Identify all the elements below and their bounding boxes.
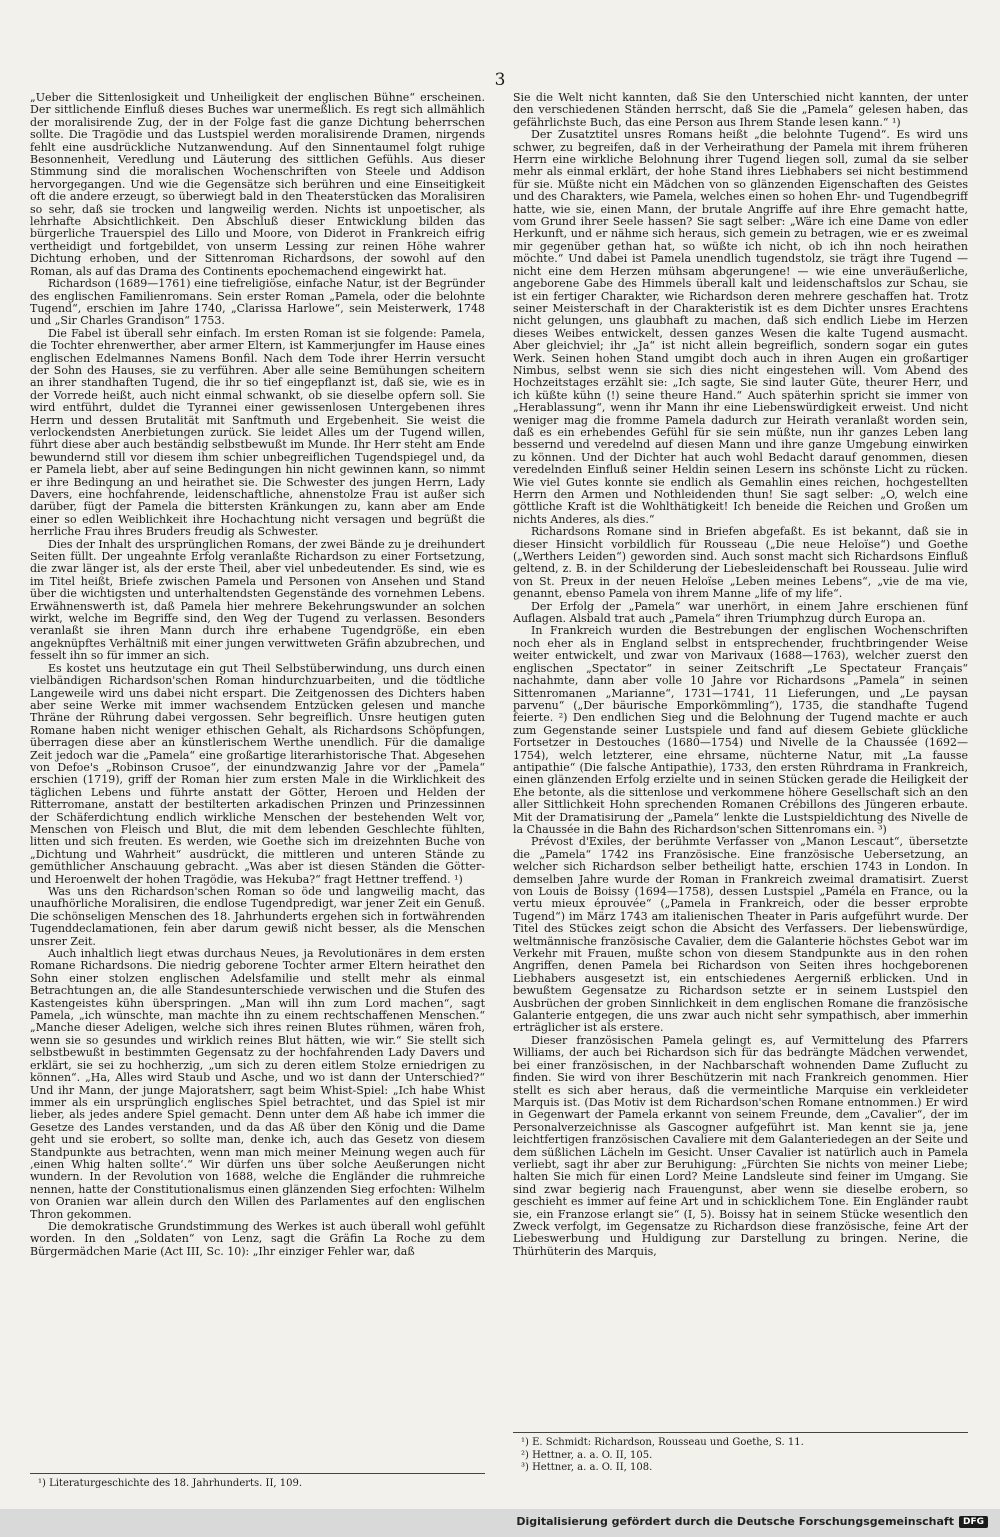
paragraph: Sie die Welt nicht kannten, daß Sie den Unterschied nicht kannten, der unter den verschiedenen Ständen herrscht, daß Sie die „Pamela“ gelesen haben, das gefährlichste Buch, das eine Person aus Ihrem Stande lesen kann.“ ¹) [513, 92, 968, 129]
credit-text: Digitalisierung gefördert durch die Deutsche Forschungsgemeinschaft [516, 1515, 954, 1528]
paragraph: Die Fabel ist überall sehr einfach. Im ersten Roman ist sie folgende: Pamela, die Tochter ehrenwerther, aber armer Eltern, ist Kammerjungfer im Hause eines englischen Edelmannes Namens Bonfil. Nach dem Tode ihrer Herrin versucht der Sohn des Hauses, sie zu verführen. Aber alle seine Bemühungen scheitern an ihrer standhaften Tugend, die ihr so tief eingepflanzt ist, daß sie, wie es in der Vorrede heißt, auch nicht einmal schwankt, ob sie dieselbe opfern soll. Sie wird entführt, duldet die Tyrannei einer gewissenlosen Untergebenen ihres Herrn und dessen Brutalität mit Sanftmuth und Ergebenheit. Sie weist die verlockendsten Anerbietungen zurück. Sie leidet Alles um der Tugend willen, führt diese aber auch beständig selbstbewußt im Munde. Ihr Herr steht am Ende bewundernd still vor diesem ihm schier unbegreiflichen Tugendspiegel und, da er Pamela liebt, aber auf seine Bedingungen hin nicht gewinnen kann, so nimmt er ihre Bedingung an und heirathet sie. Die Schwester des jungen Herrn, Lady Davers, eine hochfahrende, leidenschaftliche, ahnenstolze Frau ist außer sich darüber, fügt der Pamela die bittersten Kränkungen zu, kann aber am Ende einer so edlen Weiblichkeit ihre Hochachtung nicht versagen und begrüßt die herrliche Frau ihres Bruders freudig als Schwester. [30, 326, 485, 539]
paragraph: Der Erfolg der „Pamela“ war unerhört, in einem Jahre erschienen fünf Auflagen. Alsbald trat auch „Pamela“ ihren Triumphzug durch Europa an. [513, 599, 968, 626]
dfg-logo-icon: DFG [959, 1516, 988, 1528]
paragraph: Was uns den Richardson'schen Roman so öde und langweilig macht, das unaufhörliche Moralisiren, die endlose Tugendpredigt, war jener Zeit ein Genuß. Die schönseligen Menschen des 18. Jahrhunderts ergehen sich in fortwährenden Tugenddeclamationen, fein aber darum gewiß nicht besser, als die Menschen unsrer Zeit. [30, 885, 485, 948]
footnotes-right [513, 1432, 968, 1475]
footnotes-left [30, 1473, 485, 1491]
footnote: ³) Hettner, a. a. O. II, 108. [521, 1462, 653, 1473]
paragraph: Auch inhaltlich liegt etwas durchaus Neues, ja Revolutionäres in dem ersten Romane Richardsons. Die niedrig geborene Tochter armer Eltern heirathet den Sohn einer stolzen englischen Adelsfamilie und stellt mehr als einmal Betrachtungen an, die alle Standesunterschiede verwischen und die Stufen des Kastengeistes kühn überspringen. „Man will ihn zum Lord machen“, sagt Pamela, „ich wünschte, man machte ihn zu einem rechtschaffenen Menschen.“ „Manche dieser Adeligen, welche sich ihres reinen Blutes rühmen, wären froh, wenn sie so gesundes und wirklich reines Blut hätten, wie wir.“ Sie stellt sich selbstbewußt in bestimmten Gegensatz zu der hochfahrenden Lady Davers und erklärt, sie sei zu hochherzig, „um sich zu deren eitlem Stolze erniedrigen zu können“. „Ha, Alles wird Staub und Asche, und wo ist dann der Unterschied?“ Und ihr Mann, der junge Majoratsherr, sagt beim Whist-Spiel: „Ich habe Whist immer als ein ursprünglich englisches Spiel betrachtet, und das Spiel ist mir lieber, als jedes andere Spiel gemacht. Denn unter dem Aß habe ich immer die Gesetze des Landes verstanden, und da das Aß über den König und die Dame geht und sie erobert, so sollte man, denke ich, auch das Gesetz von diesem Standpunkte aus betrachten, wenn man mich meiner Meinung wegen auch für ‚einen Whig halten sollte‘.“ Wir dürfen uns über solche Aeußerungen nicht wundern. In der Revolution von 1688, welche die Engländer die ruhmreiche nennen, hatte der Constitutionalismus einen glänzenden Sieg erfochten: Wilhelm von Oranien war allein durch den Willen des Parlamentes auf den englischen Thron gekommen. [30, 947, 485, 1221]
paragraph: Die demokratische Grundstimmung des Werkes ist auch überall wohl gefühlt worden. In den „Soldaten“ von Lenz, sagt die Gräfin La Roche zu dem Bürgermädchen Marie (Act III, Sc. 10): „Ihr einziger Fehler war, daß [30, 1219, 485, 1258]
digitization-banner [0, 1509, 1000, 1537]
footnote: ¹) E. Schmidt: Richardson, Rousseau und Goethe, S. 11. [521, 1437, 804, 1448]
paragraph: Der Zusatztitel unsres Romans heißt „die belohnte Tugend“. Es wird uns schwer, zu begreifen, daß in der Verheirathung der Pamela mit ihrem früheren Herrn eine wirkliche Belohnung ihrer Tugend liegen soll, zumal da sie selber mehr als einmal erklärt, der hohe Stand ihres Liebhabers sei nicht bestimmend für sie. Müßte nicht ein Mädchen von so glänzenden Eigenschaften des Geistes und des Charakters, wie Pamela, welches einen so hohen Ehr- und Tugendbegriff hatte, wie sie, einen Mann, der brutale Angriffe auf ihre Ehre gemacht hatte, vom Grund ihrer Seele hassen? Sie sagt selber: „Wäre ich eine Dame von edler Herkunft, und er nähme sich heraus, sich gemein zu betragen, wie er es zweimal mir gegenüber gethan hat, so wüßte ich nicht, ob ich ihn noch heirathen möchte.“ Und dabei ist Pamela unendlich tugendstolz, sie trägt ihre Tugend — nicht eine dem Herzen mühsam abgerungene! — wie eine unveräußerliche, angeborene Gabe des Himmels überall kalt und leidenschaftslos zur Schau, sie ist ein fertiger Charakter, wie Richardson deren mehrere geschaffen hat. Trotz seiner Meisterschaft in der Charakteristik ist es dem Dichter unsres Erachtens nicht gelungen, uns glaubhaft zu machen, daß sich endlich Liebe im Herzen dieses Weibes entwickelt, dessen ganzes Wesen die kalte Tugend ausmacht. Aber gleichviel; ihr „Ja“ ist nicht allein begreiflich, sondern sogar ein gutes Werk. Seinen hohen Stand umgibt doch auch in ihren Augen ein großartiger Nimbus, selbst wenn sie sich dies nicht eingestehen will. Vom Abend des Hochzeitstages erzählt sie: „Ich sagte, Sie sind lauter Güte, theurer Herr, und ich küßte kühn (!) seine theure Hand.“ Auch späterhin spricht sie immer von „Herablassung“, wenn ihr Mann ihr eine Liebenswürdigkeit erweist. Und nicht weniger mag die fromme Pamela dadurch zur Heirath veranlaßt worden sein, daß es ein erhebendes Gefühl für sie sein müßte, nun ihr ganzes Leben lang bessernd und veredelnd auf diesen Mann und ihre ganze Umgebung einwirken zu können. Und der Dichter hat auch wohl Bedacht darauf genommen, diesen veredelnden Einfluß seiner Heldin seinen Lesern ins schönste Licht zu rücken. Wie viel Gutes konnte sie endlich als Gemahlin eines reichen, hochgestellten Herrn den Armen und Nothleidenden thun! Sie sagt selber: „O, welch eine göttliche Kraft ist die Wohlthätigkeit! Ich beneide die Reichen und Großen um nichts Anderes, als dies.“ [513, 128, 968, 526]
right-column [513, 92, 968, 1467]
page-number: 3 [494, 70, 506, 90]
footnote: ²) Hettner, a. a. O. II, 105. [521, 1449, 653, 1461]
paragraph: Richardsons Romane sind in Briefen abgefaßt. Es ist bekannt, daß sie in dieser Hinsicht vorbildlich für Rousseau („Die neue Heloïse“) und Goethe („Werthers Leiden“) geworden sind. Auch sonst macht sich Richardsons Einfluß geltend, z. B. in der Schilderung der Liebesleidenschaft bei Rousseau. Julie wird von St. Preux in der neuen Heloïse „Leben meines Lebens“, „vie de ma vie, genannt, ebenso Pamela von ihrem Manne „life of my life“. [513, 525, 968, 601]
paragraph: Es kostet uns heutzutage ein gut Theil Selbstüberwindung, uns durch einen vielbändigen Richardson'schen Roman hindurchzuarbeiten, und die tödtliche Langeweile wird uns dabei nicht erspart. Die Zeitgenossen des Dichters haben aber seine Werke mit immer wachsendem Entzücken gelesen und manche Thräne der Rührung dabei vergossen. Sehr begreiflich. Unsre heutigen guten Romane haben nicht weniger ethischen Gehalt, als Richardsons Schöpfungen, überragen diese aber an künstlerischem Werthe unendlich. Für die damalige Zeit jedoch war die „Pamela“ eine großartige literarhistorische That. Abgesehen von Defoe's „Robinson Crusoe“, der einundzwanzig Jahre vor der „Pamela“ erschien (1719), griff der Roman hier zum ersten Male in die Wirklichkeit des täglichen Lebens und führte anstatt der Götter, Heroen und Helden der Ritterromane, anstatt der bestilterten arkadischen Prinzen und Prinzessinnen der Schäferdichtung endlich wirkliche Menschen der bestehenden Welt vor, Menschen von Fleisch und Blut, die mit dem lebenden Geschlechte fühlten, litten und sich freuten. Es werden, wie Goethe sich im dreizehnten Buche von „Dichtung und Wahrheit“ ausdrückt, die mittleren und unteren Stände zu gemüthlicher Anschauung gebracht. „Was aber ist diesen Ständen die Götter- und Heroenwelt der hohen Tragödie, was Hekuba?“ fragt Hettner treffend. ¹) [30, 661, 485, 886]
paragraph: Dies der Inhalt des ursprünglichen Romans, der zwei Bände zu je dreihundert Seiten füllt. Der ungeahnte Erfolg veranlaßte Richardson zu einer Fortsetzung, die zwar länger ist, als der erste Theil, aber viel unbedeutender. Es sind, wie es im Titel heißt, Briefe zwischen Pamela und Personen von Ansehen und Stand über die wichtigsten und unterhaltendsten Gegenstände des vornehmen Lebens. Erwähnenswerth ist, daß Pamela hier mehrere Bekehrungswunder an solchen wirkt, welche im Begriffe sind, den Weg der Tugend zu verlassen. Besonders veranlaßt sie ihren Mann durch ihre erhabene Tugendgröße, ein eben angeknüpftes Verhältniß mit einer jungen verwittweten Gräfin abzubrechen, und fesselt ihn so für immer an sich. [30, 537, 485, 663]
credit-line [516, 1515, 988, 1528]
paragraph: In Frankreich wurden die Bestrebungen der englischen Wochenschriften noch eher als in England selbst in entsprechender, fruchtbringender Weise weiter entwickelt, und zwar von Marivaux (1688—1763), welcher zuerst den englischen „Spectator“ in seiner Zeitschrift „Le Spectateur Français“ nachahmte, dann aber volle 10 Jahre vor Richardsons „Pamela“ in seinen Sittenromanen „Marianne“, 1731—1741, 11 Lieferungen, und „Le paysan parvenu“ („Der bäurische Emporkömmling“), 1735, die standhafte Tugend feierte. ²) Den endlichen Sieg und die Belohnung der Tugend machte er auch zum Gegenstande seiner Lustspiele und fand auf diesem Gebiete glückliche Fortsetzer in Destouches (1680—1754) und Nivelle de la Chaussée (1692—1754), welch letzterer, eine ehrsame, nüchterne Natur, mit „La fausse antipathie“ (Die falsche Antipathie), 1733, den ersten Rührdrama in Frankreich, einen glänzenden Erfolg erzielte und in seinen Stücken gerade die Heiligkeit der Ehe betonte, als die sittenlose und verkommene höhere Gesellschaft sich an den aller Sittlichkeit Hohn sprechenden Romanen Crébillons des Jüngeren erbaute. Mit der Dramatisirung der „Pamela“ lenkte die Lustspieldichtung des Nivelle de la Chaussée in die Bahn des Richardson'schen Sittenromans ein. ³) [513, 624, 968, 836]
paragraph: Prévost d'Exiles, der berühmte Verfasser von „Manon Lescaut“, übersetzte die „Pamela“ 1742 ins Französische. Eine französische Uebersetzung, an welcher sich Richardson selber betheiligt hatte, erschien 1743 in London. In demselben Jahre wurde der Roman in Frankreich zweimal dramatisirt. Zuerst von Louis de Boissy (1694—1758), dessen Lustspiel „Paméla en France, ou la vertu mieux éprouvée“ („Pamela in Frankreich, oder die besser erprobte Tugend“) im März 1743 am italienischen Theater in Paris aufgeführt wurde. Der Titel des Stückes zeigt schon die Absicht des Verfassers. Der liebenswürdige, weltmännische französische Cavalier, dem die Galanterie höchstes Gebot war im Verkehr mit Frauen, mußte schon von diesem Standpunkte aus in den rohen Angriffen, denen Pamela bei Richardson von Seiten ihres hochgeborenen Liebhabers ausgesetzt ist, ein entschiedenes Aergerniß erblicken. Und in bewußtem Gegensatze zu Richardson setzte er in seinem Lustspiel den Ausbrüchen der groben Sinnlichkeit in dem englischen Romane die französische Galanterie entgegen, die uns zwar auch nicht sehr sympathisch, aber immerhin erträglicher ist als erstere. [513, 835, 968, 1035]
left-column [30, 92, 485, 1467]
paragraph: „Ueber die Sittenlosigkeit und Unheiligkeit der englischen Bühne“ erscheinen. Der sittlichende Einfluß dieses Buches war unermeßlich. Es regt sich allmählich der moralisirende Zug, der in der Folge fast die ganze Dichtung beherrschen sollte. Die Tragödie und das Lustspiel werden moralisirende Dramen, nirgends fehlt eine ausdrückliche Nutzanwendung. Auf den Sinnentaumel folgt ruhige Besonnenheit, Veredlung und Läuterung des sittlichen Gefühls. Aus dieser Stimmung sind die moralischen Wochenschriften von Steele und Addison hervorgegangen. Und wie die Gegensätze sich berühren und eine Einseitigkeit oft die andere erzeugt, so überwiegt bald in den Theaterstücken das Moralisiren so sehr, daß sie trocken und langweilig werden. Nichts ist unpoetischer, als lehrhafte Absichtlichkeit. Den Abschluß dieser Entwicklung bilden das bürgerliche Trauerspiel des Lillo und Moore, von Diderot in Frankreich eifrig vertheidigt und fortgebildet, von unserm Lessing zur reinen Höhe wahrer Dichtung erhoben, und der Sittenroman Richardsons, der sowohl auf den Roman, als auf das Drama des Continents epochemachend eingewirkt hat. [30, 92, 485, 278]
paragraph: Richardson (1689—1761) eine tiefreligiöse, einfache Natur, ist der Begründer des englischen Familienromans. Sein erster Roman „Pamela, oder die belohnte Tugend“, erschien im Jahre 1740, „Clarissa Harlowe“, sein Meisterwerk, 1748 und „Sir Charles Grandison“ 1753. [30, 277, 485, 328]
footnote: ¹) Literaturgeschichte des 18. Jahrhunderts. II, 109. [38, 1478, 303, 1489]
paragraph: Dieser französischen Pamela gelingt es, auf Vermittelung des Pfarrers Williams, der auch bei Richardson sich für das bedrängte Mädchen verwendet, bei einer französischen, in der Nachbarschaft wohnenden Dame Zuflucht zu finden. Sie wird von ihrer Beschützerin mit nach Frankreich genommen. Hier stellt es sich aber heraus, daß die vermeintliche Marquise ein verkleideter Marquis ist. (Das Motiv ist dem Richardson'schen Romane entnommen.) Er wird in Gegenwart der Pamela erkannt von seinem Freunde, dem „Cavalier“, der im Personalverzeichnisse als Gascogner aufgeführt ist. Man kennt sie ja, jene leichtfertigen französischen Cavaliere mit dem Galanteriedegen an der Seite und dem süßlichen Lächeln im Gesicht. Unser Cavalier ist natürlich auch in Pamela verliebt, sagt ihr aber zur Beruhigung: „Fürchten Sie nichts von meiner Liebe; halten Sie mich für einen Lord? Meine Landsleute sind feiner im Umgang. Sie sind zwar begierig nach Frauengunst, aber wenn sie dieselbe erobern, so geschieht es immer auf feine Art und in schicklichem Tone. Ein Engländer raubt sie, ein Franzose erlangt sie“ (I, 5). Boissy hat in seinem Stücke wesentlich den Zweck verfolgt, im Gegensatze zu Richardson diese französische, feine Art der Liebeswerbung und Huldigung zur Darstellung zu bringen. Nerine, die Thürhüterin des Marquis, [513, 1033, 968, 1258]
